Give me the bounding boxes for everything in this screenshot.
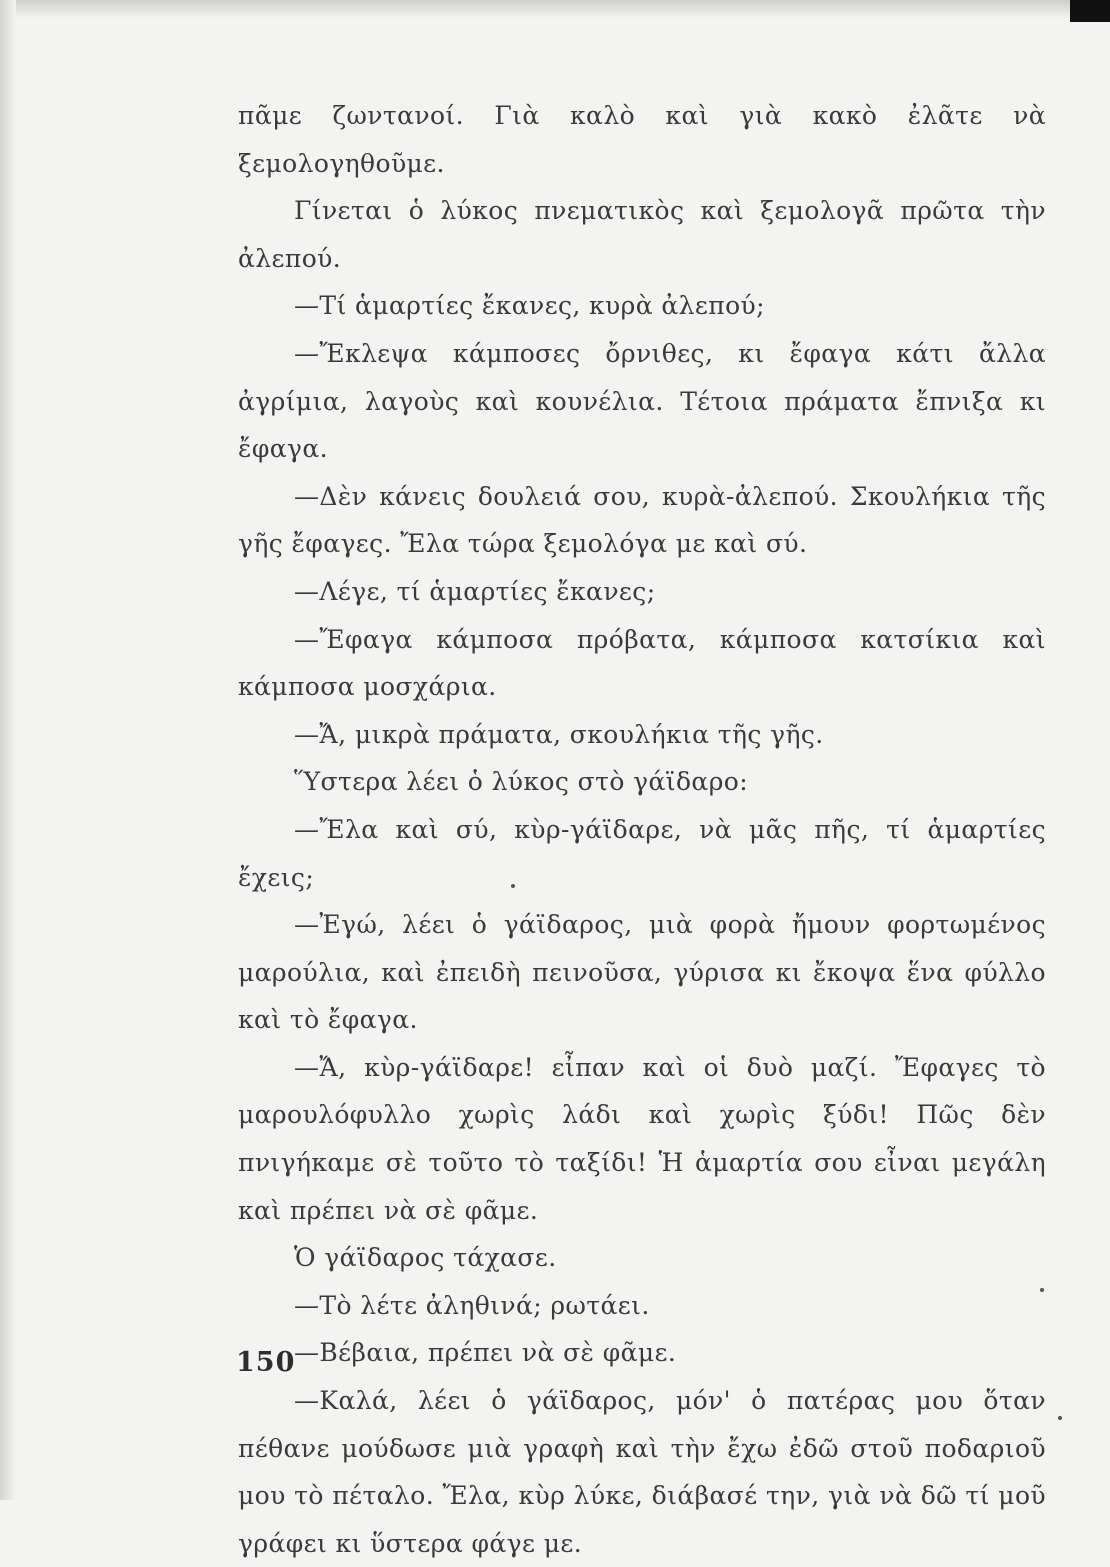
paragraph: —Λέγε, τί ἁμαρτίες ἔκανες; <box>294 576 656 606</box>
scan-edge-top <box>0 0 1110 18</box>
paragraph: Ὕστερα λέει ὁ λύκος στὸ γάϊδαρο: <box>294 767 749 797</box>
paragraph: —Ἔφαγα κάμποσα πρόβατα, κάμποσα κατσίκια καὶ κάμποσα μοσχάρια. <box>238 624 1046 702</box>
paragraph: Γίνεται ὁ λύκος πνεματικὸς καὶ ξεμολογᾶ πρῶτα τὴν ἀλεπού. <box>238 196 1046 273</box>
page-number: 150 <box>236 1347 296 1378</box>
paragraph: —Ἄ, μικρὰ πράματα, σκουλήκια τῆς γῆς. <box>294 719 824 749</box>
scan-corner <box>1070 0 1110 22</box>
paragraph: —Ἔλα καὶ σύ, κὺρ-γάϊδαρε, νὰ μᾶς πῆς, τί ἁμαρτίες ἔχεις; <box>238 814 1046 892</box>
paragraph: Ὁ γάϊδαρος τάχασε. <box>294 1243 557 1273</box>
ink-speck <box>1040 1288 1044 1292</box>
scan-edge-left <box>0 0 16 1500</box>
paragraph: —Βέβαια, πρέπει νὰ σὲ φᾶμε. <box>294 1338 677 1368</box>
paragraph: —Δὲν κάνεις δουλειά σου, κυρὰ-ἀλεπού. Σκουλήκια τῆς γῆς ἔφαγες. Ἔλα τώρα ξεμολόγα με καὶ σύ. <box>238 481 1046 559</box>
paragraph: —Ἄ, κὺρ-γάϊδαρε! εἶπαν καὶ οἱ δυὸ μαζί. Ἔφαγες τὸ μαρουλόφυλλο χωρὶς λάδι καὶ χωρὶς ξύδι! Πῶς δὲν πνιγήκαμε σὲ τοῦτο τὸ ταξίδι! Ἡ ἁμαρτία σου εἶναι μεγάλη καὶ πρέπει νὰ σὲ φᾶμε. <box>238 1052 1046 1225</box>
ink-speck <box>1058 1416 1062 1420</box>
paragraph: —Ἐγώ, λέει ὁ γάϊδαρος, μιὰ φορὰ ἤμουν φορτωμένος μαρούλια, καὶ ἐπειδὴ πεινοῦσα, γύρισα κι ἔκοψα ἕνα φύλλο καὶ τὸ ἔφαγα. <box>238 910 1046 1035</box>
paragraph: πᾶμε ζωντανοί. Γιὰ καλὸ καὶ γιὰ κακὸ ἐλᾶτε νὰ ξεμολογηθοῦμε. <box>238 101 1046 178</box>
paragraph: —Καλά, λέει ὁ γάϊδαρος, μόν' ὁ πατέρας μου ὅταν πέθανε μούδωσε μιὰ γραφὴ καὶ τὴν ἔχω ἐδῶ στοῦ ποδαριοῦ μου τὸ πέταλο. Ἔλα, κὺρ λύκε, διάβασέ την, γιὰ νὰ δῶ τί μοῦ γράφει κι ὕστερα φάγε με. <box>238 1386 1046 1558</box>
ink-speck <box>511 884 515 888</box>
paragraph: —Τὸ λέτε ἀληθινά; ρωτάει. <box>294 1290 650 1320</box>
paragraph: —Ἔκλεψα κάμποσες ὄρνιθες, κι ἔφαγα κάτι ἄλλα ἀγρίμια, λαγοὺς καὶ κουνέλια. Τέτοια πράματα ἔπνιξα κι ἔφαγα. <box>238 338 1046 464</box>
paragraph: —Τί ἁμαρτίες ἔκανες, κυρὰ ἀλεπού; <box>294 291 765 321</box>
page-body <box>238 92 1046 1567</box>
